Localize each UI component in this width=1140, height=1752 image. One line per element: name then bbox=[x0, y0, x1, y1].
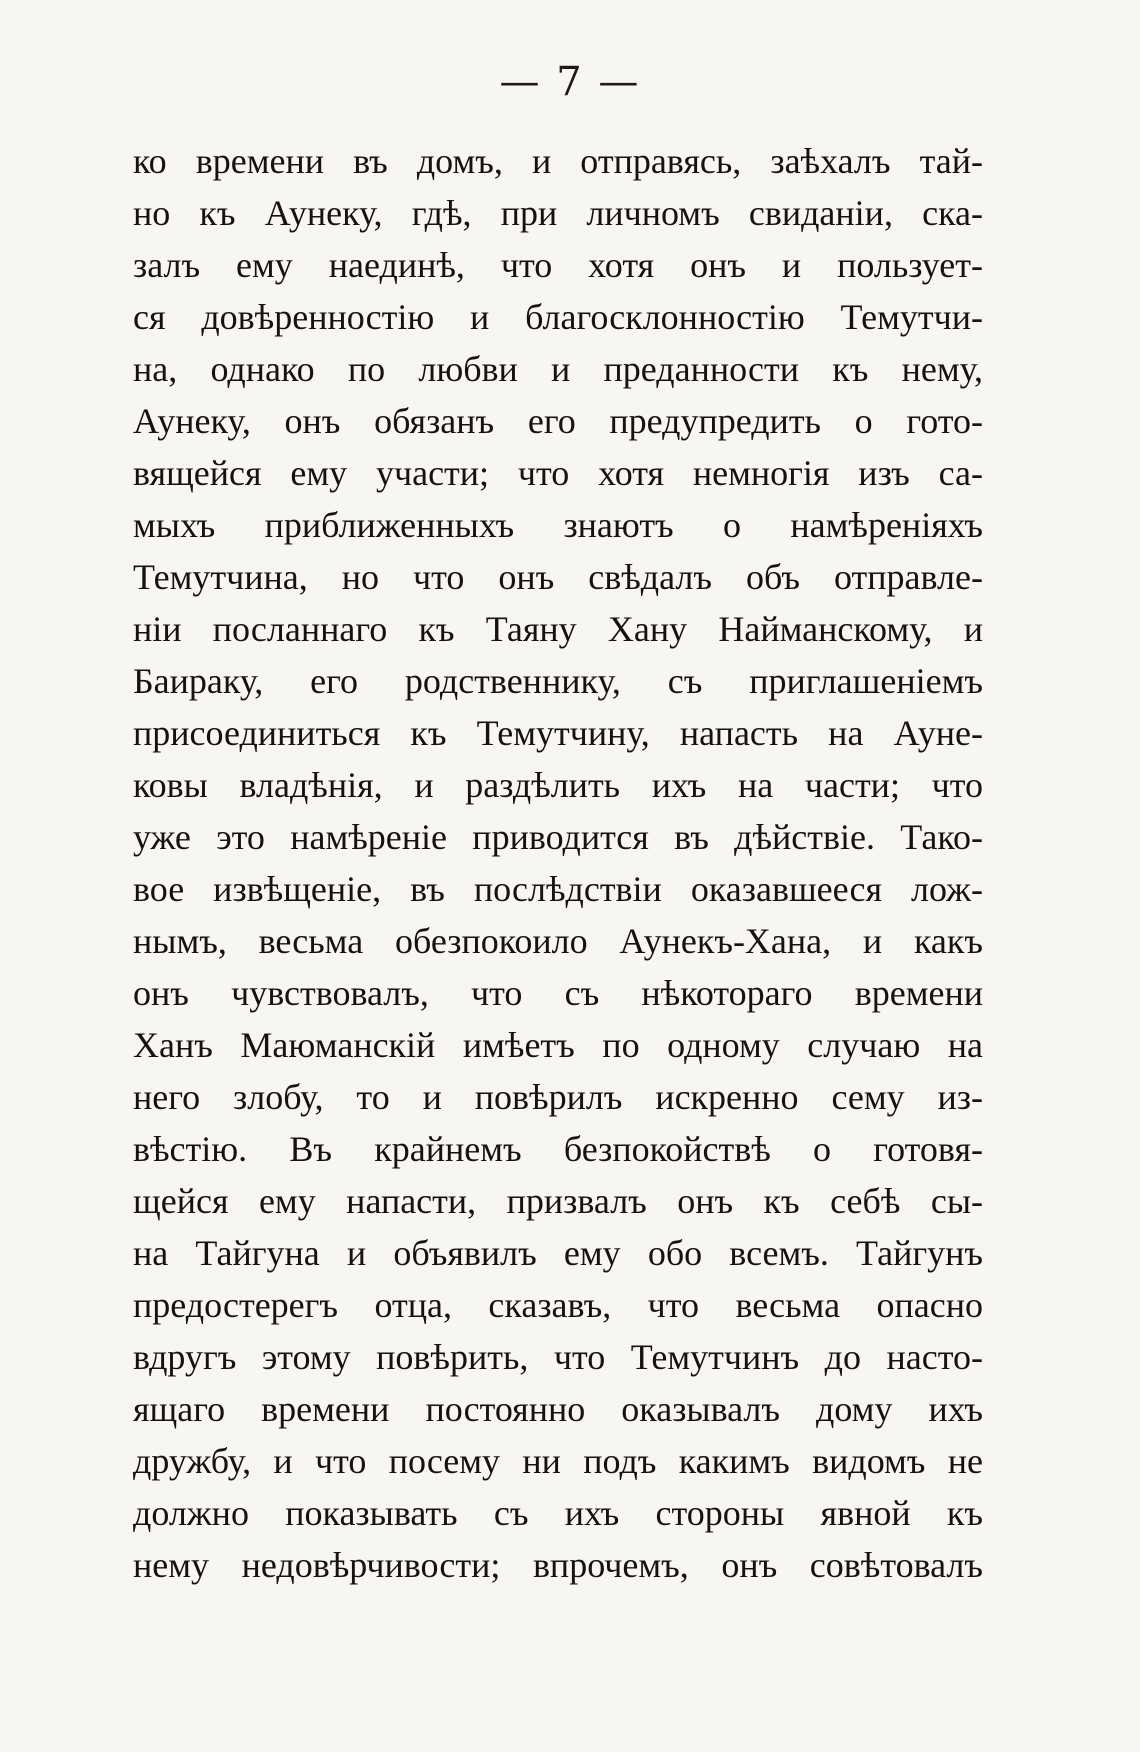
text-line: должно показывать съ ихъ стороны явной къ bbox=[133, 1493, 983, 1533]
text-line: ящаго времени постоянно оказывалъ дому ихъ bbox=[133, 1389, 983, 1429]
text-line: нему недовѣрчивости; впрочемъ, онъ совѣтовалъ bbox=[133, 1545, 983, 1585]
text-line: ніи посланнаго къ Таяну Хану Найманскому, и bbox=[133, 609, 983, 649]
text-line: вѣстію. Въ крайнемъ безпокойствѣ о готовя- bbox=[133, 1129, 983, 1169]
text-line: дружбу, и что посему ни подъ какимъ видомъ не bbox=[133, 1441, 983, 1481]
text-line: Аунеку, онъ обязанъ его предупредить о гото- bbox=[133, 401, 983, 441]
text-line: ковы владѣнія, и раздѣлить ихъ на части; что bbox=[133, 765, 983, 805]
text-line: присоединиться къ Темутчину, напасть на Ауне- bbox=[133, 713, 983, 753]
text-line: залъ ему наединѣ, что хотя онъ и пользует- bbox=[133, 245, 983, 285]
body-text bbox=[133, 135, 983, 1591]
page-number: — 7 — bbox=[499, 59, 641, 105]
text-line: ся довѣренностію и благосклонностію Темутчи- bbox=[133, 297, 983, 337]
text-line: вдругъ этому повѣрить, что Темутчинъ до насто- bbox=[133, 1337, 983, 1377]
text-line: мыхъ приближенныхъ знаютъ о намѣреніяхъ bbox=[133, 505, 983, 545]
text-line: Ханъ Маюманскій имѣетъ по одному случаю на bbox=[133, 1025, 983, 1065]
text-line: щейся ему напасти, призвалъ онъ къ себѣ сы- bbox=[133, 1181, 983, 1221]
text-line: Темутчина, но что онъ свѣдалъ объ отправле- bbox=[133, 557, 983, 597]
text-line: него злобу, то и повѣрилъ искренно сему из- bbox=[133, 1077, 983, 1117]
text-line: Баираку, его родственнику, съ приглашеніемъ bbox=[133, 661, 983, 701]
text-line: вящейся ему участи; что хотя немногія изъ са- bbox=[133, 453, 983, 493]
text-line: предостерегъ отца, сказавъ, что весьма опасно bbox=[133, 1285, 983, 1325]
text-line: уже это намѣреніе приводится въ дѣйствіе. Тако- bbox=[133, 817, 983, 857]
text-line: ко времени въ домъ, и отправясь, заѣхалъ тай- bbox=[133, 141, 983, 181]
text-line: вое извѣщеніе, въ послѣдствіи оказавшееся лож- bbox=[133, 869, 983, 909]
text-line: нымъ, весьма обезпокоило Аунекъ-Хана, и какъ bbox=[133, 921, 983, 961]
text-line: но къ Аунеку, гдѣ, при личномъ свиданіи, ска- bbox=[133, 193, 983, 233]
text-line: на Тайгуна и объявилъ ему обо всемъ. Тайгунъ bbox=[133, 1233, 983, 1273]
text-line: онъ чувствовалъ, что съ нѣкотораго времени bbox=[133, 973, 983, 1013]
text-line: на, однако по любви и преданности къ нему, bbox=[133, 349, 983, 389]
